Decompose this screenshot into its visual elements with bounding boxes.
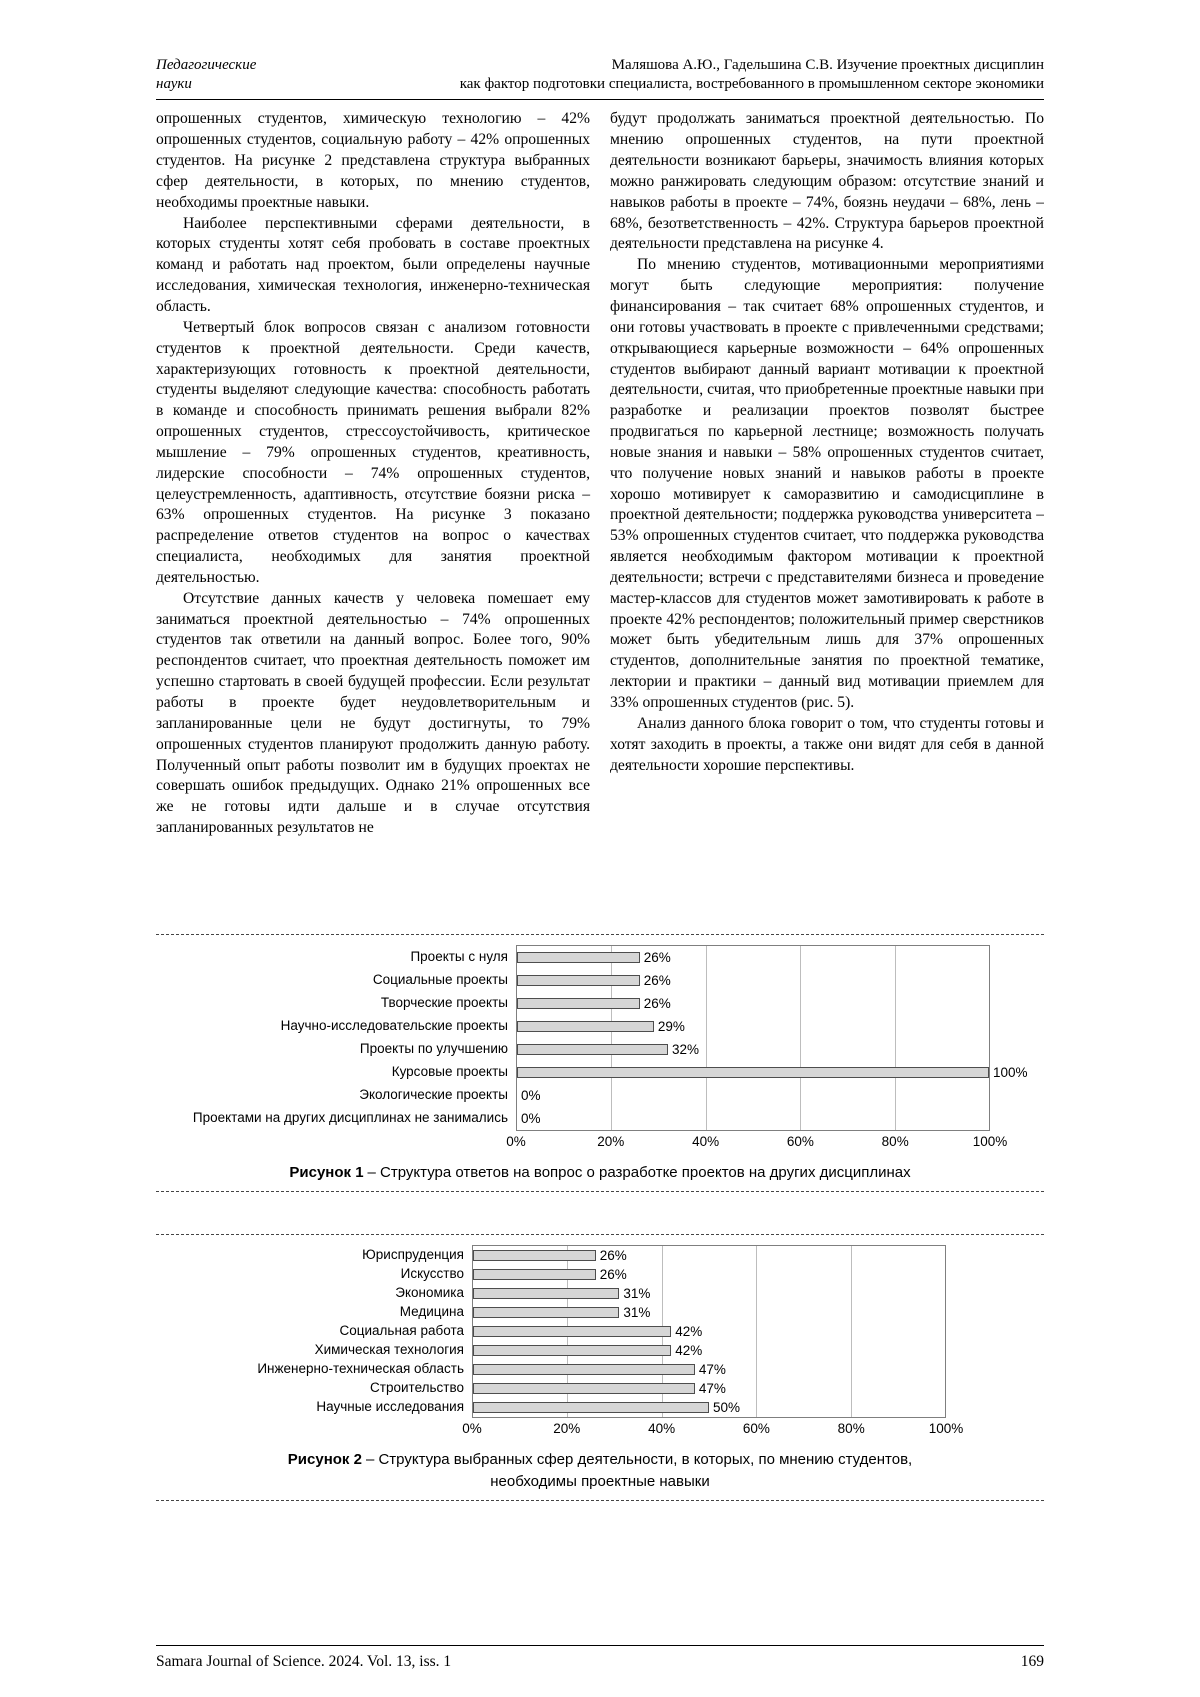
bar-row (473, 1265, 945, 1284)
category-label: Химическая технология (314, 1341, 464, 1357)
x-tick: 40% (692, 1134, 720, 1150)
bar (517, 952, 640, 963)
bar (473, 1345, 671, 1356)
header-section-line2: науки (156, 76, 192, 93)
bar-row (473, 1284, 945, 1303)
figure-2 (156, 1234, 1044, 1501)
figure-caption-text: – Структура выбранных сфер деятельности, в которых, по мнению студентов, (365, 1450, 913, 1468)
bar (473, 1288, 619, 1299)
value-label: 26% (643, 950, 671, 966)
page-footer (156, 1645, 1044, 1671)
category-label: Проекты по улучшению (359, 1041, 508, 1057)
paragraph: По мнению студентов, мотивационными мероприятиями могут быть следующие мероприятия: получение финансирования – так считает 68% опрошенных студентов, и они готовы участвовать в проекте с привлеченными средствами; открывающиеся карьерные возможности – 64% опрошенных студентов выбирают данный вариант мотивации к проектной деятельности, считая, что приобретенные проектные навыки при разработке и реализации проектов позволят быстрее продвигаться по карьерной лестнице; возможность получать новые знания и навыки – 58% опрошенных студентов считает, что получение новых знаний и навыков работы в проекте хорошо мотивирует к саморазвитию и самодисциплине в проектной деятельности; поддержка руководства университета – 53% опрошенных студентов считает, что поддержка руководства является необходимым фактором мотивации к проектной деятельности; встречи с представителями бизнеса и проведение мастер-классов для студентов может замотивировать к работе в проекте 42% респондентов; положительный пример сверстников может быть убедительным лишь для 37% опрошенных студентов, дополнительные занятия по проектной тематике, лектории и практики – данный вид мотивации приемлем для 33% опрошенных студентов (рис. 5). (610, 256, 1044, 711)
category-label: Социальные проекты (372, 972, 508, 988)
footer-journal: Samara Journal of Science. 2024. Vol. 13, iss. 1 (156, 1653, 452, 1670)
bar-row (517, 946, 989, 969)
category-label: Курсовые проекты (391, 1064, 508, 1080)
category-label: Инженерно-техническая область (257, 1360, 464, 1376)
category-axis (156, 1245, 472, 1441)
bar (473, 1383, 695, 1394)
plot-area (472, 1245, 946, 1418)
bar (517, 1044, 668, 1055)
bar (473, 1307, 619, 1318)
bar (517, 998, 640, 1009)
value-label: 47% (698, 1361, 726, 1377)
paragraph: Наиболее перспективными сферами деятельности, в которых студенты хотят себя пробовать в составе проектных команд и работать над проектом, были определены научные исследования, химическая технология, инженерно-техническая область. (156, 214, 590, 315)
value-label: 100% (993, 1065, 1028, 1081)
plot-column (506, 945, 1028, 1154)
paragraph: Анализ данного блока говорит о том, что студенты готовы и хотят заходить в проекты, а также они видят для себя в данной деятельности хорошие перспективы. (610, 714, 1044, 774)
category-label: Научно-исследовательские проекты (280, 1018, 508, 1034)
category-label: Юриспруденция (362, 1246, 464, 1262)
plot-area (516, 945, 1028, 1131)
x-tick: 60% (742, 1420, 770, 1436)
page-header (156, 56, 1044, 100)
chart-body (156, 945, 1044, 1154)
category-label: Социальная работа (339, 1322, 464, 1338)
value-label: 0% (521, 1088, 541, 1104)
value-label: 26% (643, 973, 671, 989)
x-tick: 100% (972, 1134, 1008, 1150)
bar-row (517, 1061, 1028, 1084)
bar-row (473, 1246, 945, 1265)
x-tick: 80% (881, 1134, 909, 1150)
figure-caption-line2: необходимы проектные навыки (490, 1473, 710, 1491)
column-left (156, 109, 590, 901)
x-axis (506, 1134, 1008, 1154)
figure-caption-text: – Структура ответов на вопрос о разработке проектов на других дисциплинах (367, 1164, 911, 1182)
bar-row (517, 1015, 989, 1038)
category-label: Медицина (399, 1303, 464, 1319)
value-label: 47% (698, 1380, 726, 1396)
bar (517, 1067, 989, 1078)
figure-1 (156, 934, 1044, 1192)
bar-row (517, 1084, 989, 1107)
figure-2-caption (156, 1449, 1044, 1494)
footer-page-number: 169 (1020, 1653, 1044, 1670)
bar-row (517, 1107, 989, 1130)
category-label: Проекты с нуля (410, 949, 508, 965)
value-label: 32% (672, 1042, 700, 1058)
value-label: 26% (643, 996, 671, 1012)
bar (473, 1402, 709, 1413)
x-axis (462, 1420, 964, 1441)
body-columns (156, 109, 1044, 901)
value-label: 31% (623, 1304, 651, 1320)
bar-row (473, 1379, 945, 1398)
x-tick: 60% (786, 1134, 814, 1150)
value-label: 42% (675, 1342, 703, 1358)
x-tick: 80% (837, 1420, 865, 1436)
header-running-title (460, 56, 1044, 94)
x-tick: 100% (928, 1420, 964, 1436)
bar-row (473, 1398, 945, 1417)
header-title-line1: Маляшова А.Ю., Гадельшина С.В. Изучение проектных дисциплин (611, 57, 1044, 73)
value-label: 50% (713, 1399, 741, 1415)
bar-row (517, 969, 989, 992)
bar-row (473, 1303, 945, 1322)
category-label: Экономика (395, 1284, 464, 1300)
category-label: Творческие проекты (380, 995, 508, 1011)
chart-2 (156, 1245, 1044, 1441)
value-label: 29% (657, 1019, 685, 1035)
header-section-line1: Педагогические (156, 57, 257, 73)
bar (473, 1269, 596, 1280)
plot-column (462, 1245, 964, 1441)
bar (473, 1364, 695, 1375)
value-label: 26% (599, 1266, 627, 1282)
paragraph: будут продолжать заниматься проектной деятельностью. По мнению опрошенных студентов, на пути проектной деятельности возникают барьеры, значимость влияния которых можно ранжировать следующим образом: отсутствие знаний и навыков работы в проекте – 74%, боязнь неудачи – 68%, лень – 68%, безответственность – 42%. Структура барьеров проектной деятельности представлена на рисунке 4. (610, 110, 1044, 253)
paragraph: Четвертый блок вопросов связан с анализом готовности студентов к проектной деятельности. Среди качеств, характеризующих готовность к проектной деятельности, студенты выделяют следующие качества: способность работать в команде и способность принимать решения выбрали 82% опрошенных студентов, стрессоустойчивость, критическое мышление – 79% опрошенных студентов, креативность, лидерские способности – 74% опрошенных студентов, целеустремленность, адаптивность, отсутствие боязни риска – 63% опрошенных студентов. На рисунке 3 показано распределение ответов студентов на вопрос о качествах специалиста, необходимых для занятия проектной деятельностью. (156, 318, 590, 586)
paragraph: опрошенных студентов, химическую технологию – 42% опрошенных студентов, социальную работу – 42% опрошенных студентов. На рисунке 2 представлена структура выбранных сфер деятельности, в которых, по мнению студентов, необходимы проектные навыки. (156, 110, 590, 211)
category-label: Проектами на других дисциплинах не занимались (192, 1110, 508, 1126)
bar (473, 1326, 671, 1337)
figure-1-caption (156, 1162, 1044, 1185)
header-section (156, 56, 256, 94)
category-label: Строительство (370, 1379, 464, 1395)
figure-caption-label: Рисунок 2 (287, 1450, 362, 1468)
value-label: 0% (521, 1111, 541, 1127)
bar (517, 1021, 654, 1032)
bar-row (473, 1360, 945, 1379)
figure-caption-label: Рисунок 1 (289, 1164, 364, 1182)
x-tick: 20% (597, 1134, 625, 1150)
bar-row (473, 1341, 945, 1360)
chart-body (156, 1245, 1044, 1441)
bar-row (517, 1038, 989, 1061)
category-label: Искусство (400, 1265, 464, 1281)
x-tick: 40% (648, 1420, 676, 1436)
bar-row (517, 992, 989, 1015)
header-title-line2: как фактор подготовки специалиста, востребованного в промышленном секторе экономики (459, 76, 1044, 93)
value-label: 26% (599, 1247, 627, 1263)
column-right (610, 109, 1044, 901)
bar (517, 975, 640, 986)
paragraph: Отсутствие данных качеств у человека помешает ему заниматься проектной деятельностью – 74% опрошенных студентов так ответили на данный вопрос. Более того, 90% респондентов считает, что проектная деятельность поможет им успешно стартовать в своей будущей профессии. Если результат работы в проекте будет неудовлетворительным и запланированные цели не будут достигнуты, то 79% опрошенных студентов планируют продолжить данную работу. Полученный опыт работы позволит им в будущих проектах не совершать ошибок предыдущих. Однако 21% опрошенных все же не готовы идти дальше и в случае отсутствия запланированных результатов не (156, 589, 590, 837)
bar (473, 1250, 596, 1261)
chart-1 (156, 945, 1044, 1154)
category-label: Экологические проекты (359, 1087, 508, 1103)
x-tick: 0% (462, 1420, 482, 1436)
value-label: 42% (675, 1323, 703, 1339)
category-axis (156, 945, 516, 1154)
x-tick: 20% (553, 1420, 581, 1436)
figure-caption-line1 (156, 1449, 1044, 1472)
x-tick: 0% (506, 1134, 526, 1150)
bar-row (473, 1322, 945, 1341)
category-label: Научные исследования (316, 1398, 464, 1414)
value-label: 31% (623, 1285, 651, 1301)
